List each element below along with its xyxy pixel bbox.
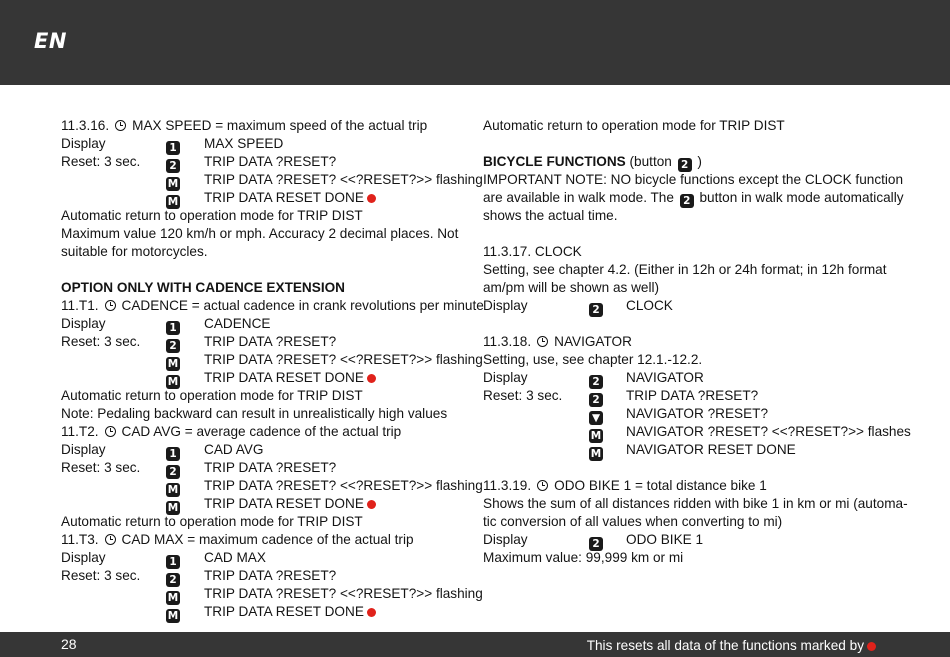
button-m-icon: M — [167, 484, 179, 496]
button-2-icon: 2 — [589, 303, 603, 317]
function-heading — [61, 423, 466, 441]
row-value: TRIP DATA ?RESET? — [204, 460, 337, 475]
row-icon — [589, 442, 603, 461]
row-value: TRIP DATA RESET DONE — [204, 496, 364, 511]
header-bar — [0, 0, 950, 85]
row-value: TRIP DATA ?RESET? <<?RESET?>> flashing — [204, 586, 483, 601]
row-text — [204, 189, 376, 207]
button-1-icon: 1 — [166, 321, 180, 335]
row-label: Reset: 3 sec. — [61, 460, 141, 475]
heading-note-end: ) — [697, 154, 702, 169]
row-icon — [166, 604, 180, 623]
row-text — [204, 585, 483, 603]
function-number: 11.T2. — [61, 424, 99, 439]
row-value: CAD AVG — [204, 442, 264, 457]
left-column — [61, 117, 484, 622]
row-label: Display — [61, 136, 106, 151]
row-text — [626, 405, 768, 423]
display-row — [61, 549, 466, 567]
button-m-icon: M — [167, 178, 179, 190]
page-number: 28 — [61, 636, 77, 652]
bicycle-functions-heading — [483, 153, 903, 171]
row-value: TRIP DATA ?RESET? <<?RESET?>> flashing — [204, 172, 483, 187]
function-title: ODO BIKE 1 = total distance bike 1 — [554, 478, 767, 493]
text-line: IMPORTANT NOTE: NO bicycle functions except the CLOCK function — [483, 172, 904, 187]
row-value: TRIP DATA ?RESET? — [204, 568, 337, 583]
display-row — [483, 423, 911, 442]
text-line — [483, 189, 903, 207]
row-value: CLOCK — [626, 298, 673, 313]
row-value: TRIP DATA RESET DONE — [204, 370, 364, 385]
text-line: Automatic return to operation mode for TRIP DIST — [61, 514, 363, 529]
button-2-icon: 2 — [678, 158, 692, 172]
row-text — [204, 477, 483, 495]
display-row — [61, 567, 466, 585]
display-row — [61, 603, 466, 621]
button-2-icon: 2 — [166, 159, 180, 173]
row-value: TRIP DATA ?RESET? — [204, 334, 337, 349]
display-row — [61, 135, 466, 153]
display-row — [61, 585, 483, 604]
reset-dot-icon — [367, 194, 376, 203]
button-2-icon: 2 — [680, 194, 694, 208]
row-text — [626, 369, 704, 387]
text-line: Note: Pedaling backward can result in unrealistically high values — [61, 406, 448, 421]
clock-icon — [537, 480, 548, 491]
button-m-icon: M — [167, 610, 179, 622]
function-heading — [483, 333, 903, 351]
footer-bar — [0, 632, 950, 657]
row-text — [204, 441, 263, 459]
row-text — [204, 567, 336, 585]
clock-icon — [105, 534, 116, 545]
text-line: Setting, see chapter 4.2. (Either in 12h or 24h format; in 12h format — [483, 262, 887, 277]
spacer — [61, 261, 466, 279]
button-m-icon: M — [167, 358, 179, 370]
button-m-icon: M — [167, 502, 179, 514]
display-row — [61, 459, 466, 477]
spacer — [483, 315, 903, 333]
row-label: Display — [61, 316, 106, 331]
button-1-icon: 1 — [166, 141, 180, 155]
row-text — [204, 315, 270, 333]
text-line: Maximum value: 99,999 km or mi — [483, 550, 684, 565]
button-2-icon: 2 — [166, 465, 180, 479]
text-line: am/pm will be shown as well) — [483, 280, 660, 295]
reset-dot-icon — [867, 642, 876, 651]
display-row — [61, 153, 466, 171]
function-heading — [61, 531, 466, 549]
row-value: TRIP DATA ?RESET? — [204, 154, 337, 169]
row-value: CAD MAX — [204, 550, 266, 565]
display-row — [61, 315, 466, 333]
row-text — [626, 387, 758, 405]
row-label: Display — [483, 370, 528, 385]
clock-icon — [115, 120, 126, 131]
row-text — [204, 351, 483, 369]
row-text — [626, 297, 673, 315]
display-row — [61, 369, 466, 387]
text-line: Setting, use, see chapter 12.1.-12.2. — [483, 352, 703, 367]
text-line: Maximum value 120 km/h or mph. Accuracy 2 decimal places. Not — [61, 226, 459, 241]
text-line: Shows the sum of all distances ridden with bike 1 in km or mi (automa- — [483, 496, 908, 511]
function-heading — [61, 297, 484, 315]
display-row — [483, 369, 903, 387]
section-heading: BICYCLE FUNCTIONS — [483, 154, 626, 169]
function-heading — [483, 477, 903, 495]
button-2-icon: 2 — [589, 537, 603, 551]
row-icon — [589, 298, 603, 317]
function-number: 11.3.19. — [483, 478, 532, 493]
display-row — [61, 171, 483, 190]
function-title: MAX SPEED = maximum speed of the actual trip — [132, 118, 428, 133]
button-1-icon: 1 — [166, 447, 180, 461]
text-line: 11.3.17. CLOCK — [483, 244, 582, 259]
row-label: Display — [61, 550, 106, 565]
text-line: shows the actual time. — [483, 208, 618, 223]
display-row — [483, 387, 903, 405]
row-text — [204, 603, 376, 621]
display-row — [61, 477, 483, 496]
footer-note — [587, 638, 876, 653]
row-text — [204, 495, 376, 513]
row-label: Display — [483, 532, 528, 547]
text-line: Automatic return to operation mode for TRIP DIST — [61, 208, 363, 223]
clock-icon — [105, 300, 116, 311]
reset-dot-icon — [367, 374, 376, 383]
row-label: Reset: 3 sec. — [61, 334, 141, 349]
row-label: Reset: 3 sec. — [61, 154, 141, 169]
button-m-icon: M — [167, 592, 179, 604]
text-before-icon: are available in walk mode. The — [483, 190, 674, 205]
spacer — [483, 135, 903, 153]
text-line: Automatic return to operation mode for TRIP DIST — [483, 118, 785, 133]
row-value: NAVIGATOR ?RESET? <<?RESET?>> flashes — [626, 424, 911, 439]
row-text — [204, 153, 336, 171]
row-text — [204, 135, 283, 153]
row-value: TRIP DATA ?RESET? <<?RESET?>> flashing — [204, 352, 483, 367]
display-row — [61, 441, 466, 459]
button-2-icon: 2 — [166, 339, 180, 353]
row-value: CADENCE — [204, 316, 271, 331]
row-text — [204, 171, 483, 189]
function-title: CAD MAX = maximum cadence of the actual trip — [121, 532, 414, 547]
row-value: ODO BIKE 1 — [626, 532, 704, 547]
function-title: NAVIGATOR — [554, 334, 632, 349]
row-value: TRIP DATA ?RESET? <<?RESET?>> flashing — [204, 478, 483, 493]
display-row — [483, 297, 903, 315]
text-line: Automatic return to operation mode for TRIP DIST — [61, 388, 363, 403]
text-line: suitable for motorcycles. — [61, 244, 208, 259]
row-text — [626, 441, 796, 459]
display-row — [61, 189, 466, 207]
display-row — [483, 405, 903, 423]
button-2-icon: 2 — [589, 393, 603, 407]
row-label: Display — [61, 442, 106, 457]
row-text — [204, 369, 376, 387]
row-value: TRIP DATA ?RESET? — [626, 388, 759, 403]
spacer — [483, 459, 903, 477]
spacer — [483, 225, 903, 243]
function-number: 11.T3. — [61, 532, 99, 547]
footer-note-text: This resets all data of the functions marked by — [586, 638, 864, 653]
heading-note: (button — [629, 154, 672, 169]
row-label: Display — [483, 298, 528, 313]
row-text — [204, 333, 336, 351]
row-value: NAVIGATOR RESET DONE — [626, 442, 796, 457]
button-m-icon: M — [590, 448, 602, 460]
display-row — [61, 351, 483, 370]
reset-dot-icon — [367, 608, 376, 617]
button-m-icon: M — [167, 376, 179, 388]
row-value: TRIP DATA RESET DONE — [204, 190, 364, 205]
function-title: CADENCE = actual cadence in crank revolutions per minute — [121, 298, 484, 313]
button-m-icon: M — [590, 430, 602, 442]
function-number: 11.T1. — [61, 298, 99, 313]
display-row — [483, 441, 903, 459]
language-label: EN — [34, 29, 67, 53]
function-title: CAD AVG = average cadence of the actual trip — [121, 424, 402, 439]
clock-icon — [105, 426, 116, 437]
function-number: 11.3.18. — [483, 334, 532, 349]
button-2-icon: 2 — [166, 573, 180, 587]
row-text — [626, 423, 911, 441]
row-text — [204, 549, 266, 567]
display-row — [61, 333, 466, 351]
button-down-icon: ▼ — [589, 411, 603, 425]
display-row — [483, 531, 903, 549]
text-line: tic conversion of all values when converting to mi) — [483, 514, 783, 529]
button-1-icon: 1 — [166, 555, 180, 569]
button-m-icon: M — [167, 196, 179, 208]
text-after-icon: button in walk mode automatically — [699, 190, 904, 205]
row-label: Reset: 3 sec. — [483, 388, 563, 403]
row-value: MAX SPEED — [204, 136, 284, 151]
row-value: TRIP DATA RESET DONE — [204, 604, 364, 619]
section-heading: OPTION ONLY WITH CADENCE EXTENSION — [61, 280, 345, 295]
reset-dot-icon — [367, 500, 376, 509]
function-heading — [61, 117, 466, 135]
button-2-icon: 2 — [589, 375, 603, 389]
clock-icon — [537, 336, 548, 347]
row-label: Reset: 3 sec. — [61, 568, 141, 583]
right-column — [483, 117, 911, 567]
row-text — [204, 459, 336, 477]
function-number: 11.3.16. — [61, 118, 110, 133]
row-text — [626, 531, 703, 549]
row-value: NAVIGATOR ?RESET? — [626, 406, 769, 421]
display-row — [61, 495, 466, 513]
row-value: NAVIGATOR — [626, 370, 704, 385]
